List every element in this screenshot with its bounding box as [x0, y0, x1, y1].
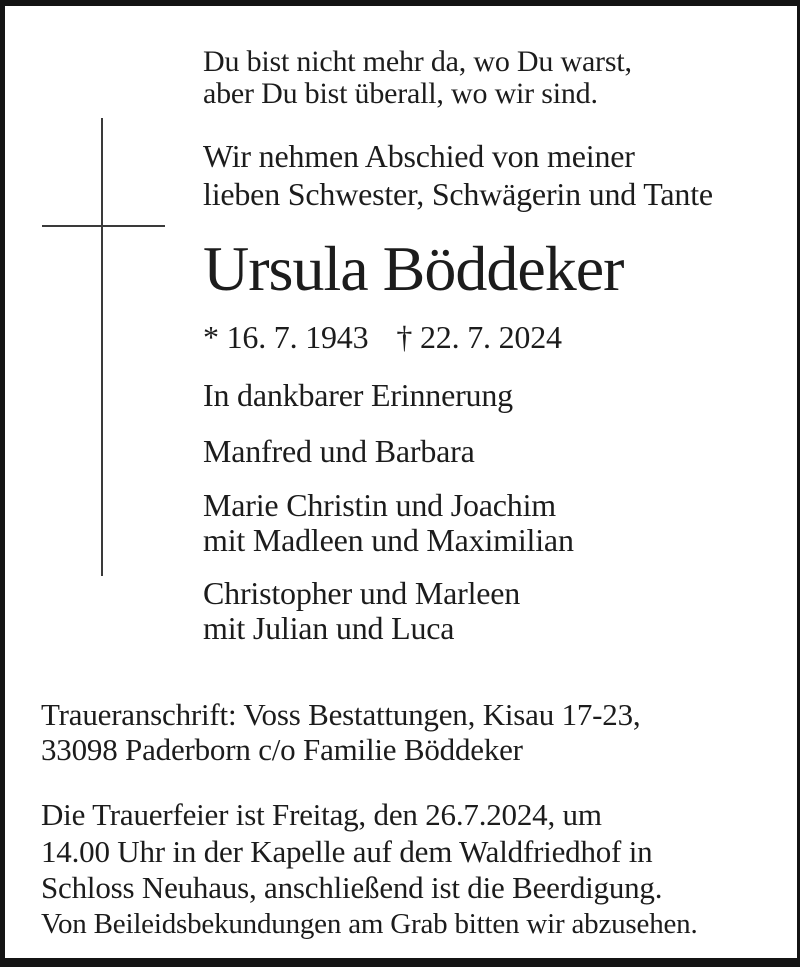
farewell-intro-line-2: lieben Schwester, Schwägerin und Tante [203, 176, 713, 212]
epigraph-line-1: Du bist nicht mehr da, wo Du warst, [203, 45, 632, 78]
remembrance-line: In dankbarer Erinnerung [203, 377, 513, 413]
death-date: † 22. 7. 2024 [396, 319, 562, 355]
deceased-name: Ursula Böddeker [203, 233, 624, 304]
life-dates [203, 321, 562, 353]
mourners-group-2-line-2: mit Madleen und Maximilian [203, 522, 574, 558]
memorial-cross-vertical-line [101, 118, 103, 576]
birth-date: * 16. 7. 1943 [203, 319, 369, 355]
mourning-address-line-1: Traueranschrift: Voss Bestattungen, Kisau 17-23, [41, 697, 641, 732]
mourners-group-1-line-1: Manfred und Barbara [203, 433, 475, 469]
epigraph [203, 46, 632, 110]
mourning-address [41, 697, 640, 767]
funeral-service-info [41, 797, 662, 907]
mourners-group-2-line-1: Marie Christin und Joachim [203, 487, 556, 523]
memorial-cross-horizontal-line [42, 225, 165, 227]
mourners-group-3 [203, 576, 520, 646]
mourners-group-2 [203, 488, 574, 558]
condolence-note: Von Beileidsbekundungen am Grab bitten wir abzusehen. [41, 908, 698, 940]
farewell-intro-line-1: Wir nehmen Abschied von meiner [203, 138, 635, 174]
farewell-intro [203, 137, 713, 213]
funeral-service-line-2: 14.00 Uhr in der Kapelle auf dem Waldfriedhof in [41, 833, 653, 869]
epigraph-line-2: aber Du bist überall, wo wir sind. [203, 77, 598, 110]
funeral-service-line-1: Die Trauerfeier ist Freitag, den 26.7.2024, um [41, 797, 602, 832]
mourners-group-3-line-2: mit Julian und Luca [203, 610, 455, 646]
mourners-group-3-line-1: Christopher und Marleen [203, 575, 521, 611]
funeral-service-line-3: Schloss Neuhaus, anschließend ist die Beerdigung. [41, 870, 663, 905]
mourning-address-line-2: 33098 Paderborn c/o Familie Böddeker [41, 732, 523, 767]
mourners-group-1 [203, 434, 475, 469]
